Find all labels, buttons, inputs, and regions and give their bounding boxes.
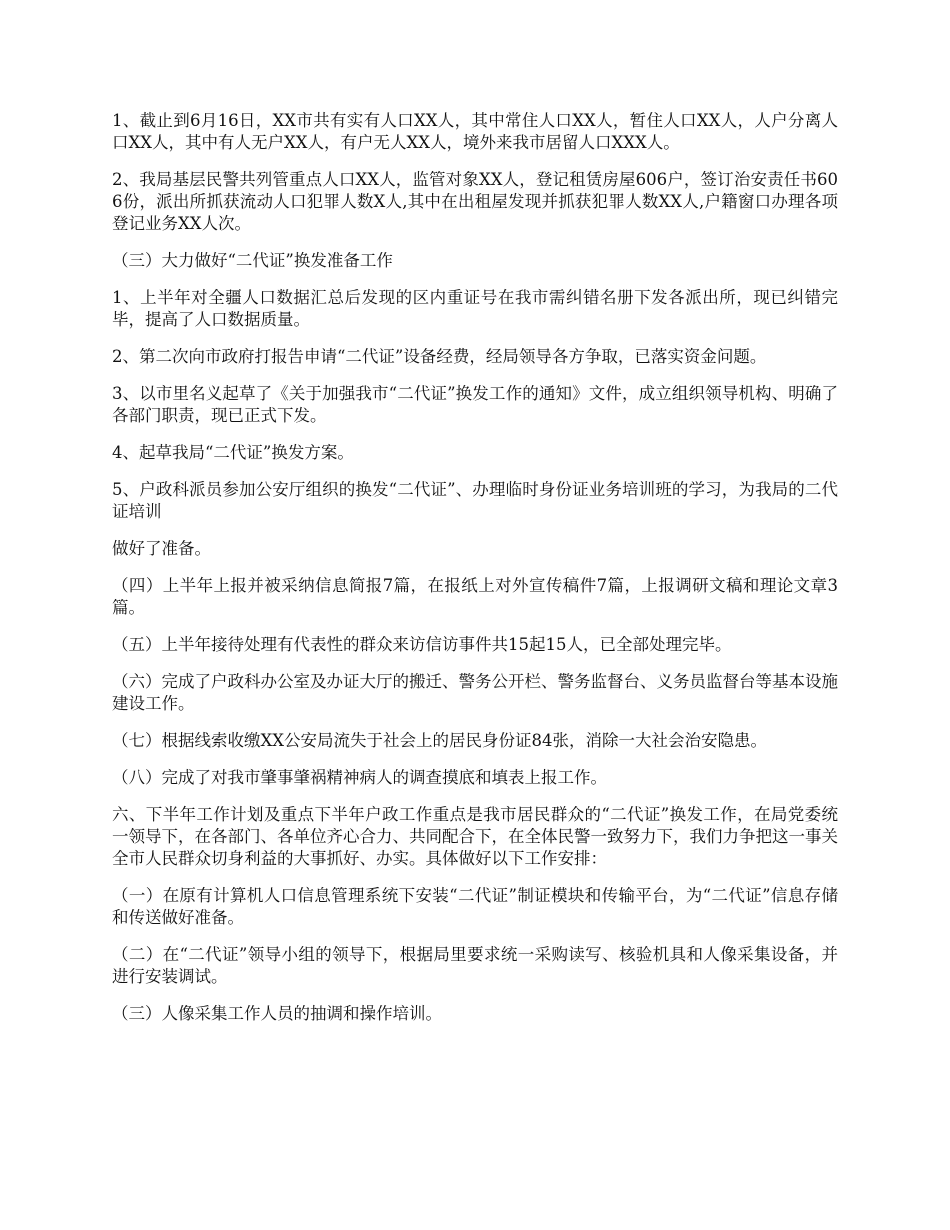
paragraph-facilities: （六）完成了户政科办公室及办证大厅的搬迁、警务公开栏、警务监督台、义务员监督台等基本设施建设工作。 [112,672,838,713]
paragraph-replacement-plan: 4、起草我局“二代证”换发方案。 [112,443,354,462]
paragraph-info-reports: （四）上半年上报并被采纳信息简报7篇，在报纸上对外宣传稿件7篇，上报调研文稿和理论文章3篇。 [112,576,838,617]
paragraph-population-stats: 1、截止到6月16日，XX市共有实有人口XX人，其中常住人口XX人，暂住人口XX人，人户分离人口XX人，其中有人无户XX人，有户无人XX人，境外来我市居留人口XXX人。 [112,111,838,152]
paragraph-petitions: （五）上半年接待处理有代表性的群众来访信访事件共15起15人，已全部处理完毕。 [112,635,732,654]
paragraph-plan-item-2: （二）在“二代证”领导小组的领导下，根据局里要求统一采购读写、核验机具和人像采集设备，并进行安装调试。 [112,945,838,986]
paragraph-data-correction: 1、上半年对全疆人口数据汇总后发现的区内重证号在我市需纠错名册下发各派出所，现已纠错完毕，提高了人口数据质量。 [112,288,838,329]
paragraph-police-stats: 2、我局基层民警共列管重点人口XX人，监管对象XX人，登记租赁房屋606户，签订治安责任书606份，派出所抓获流动人口犯罪人数X人,其中在出租屋发现并抓获犯罪人数XX人,户籍窗口办理各项登记业务XX人次。 [112,170,838,233]
paragraph-training-attendance: 5、户政科派员参加公安厅组织的换发“二代证”、办理临时身份证业务培训班的学习，为我局的二代证培训 [112,480,838,521]
paragraph-mental-patients-survey: （八）完成了对我市肇事肇祸精神病人的调查摸底和填表上报工作。 [112,768,607,787]
paragraph-training-continued: 做好了准备。 [112,539,211,558]
paragraph-lost-id-cards: （七）根据线索收缴XX公安局流失于社会上的居民身份证84张，消除一大社会治安隐患。 [112,731,767,750]
paragraph-plan-item-3: （三）人像采集工作人员的抽调和操作培训。 [112,1004,442,1023]
paragraph-second-half-plan: 六、下半年工作计划及重点下半年户政工作重点是我市居民群众的“二代证”换发工作，在局党委统一领导下，在各部门、各单位齐心合力、共同配合下，在全体民警一致努力下，我们力争把这一事关全市人民群众切身利益的大事抓好、办实。具体做好以下工作安排： [112,805,838,868]
paragraph-notice-drafted: 3、以市里名义起草了《关于加强我市“二代证”换发工作的通知》文件，成立组织领导机构、明确了各部门职责，现已正式下发。 [112,384,838,425]
paragraph-funding-request: 2、第二次向市政府打报告申请“二代证”设备经费，经局领导各方争取，已落实资金问题。 [112,347,767,366]
section-heading-id-card-prep: （三）大力做好“二代证”换发准备工作 [112,251,393,270]
paragraph-plan-item-1: （一）在原有计算机人口信息管理系统下安装“二代证”制证模块和传输平台，为“二代证”信息存储和传送做好准备。 [112,886,838,927]
